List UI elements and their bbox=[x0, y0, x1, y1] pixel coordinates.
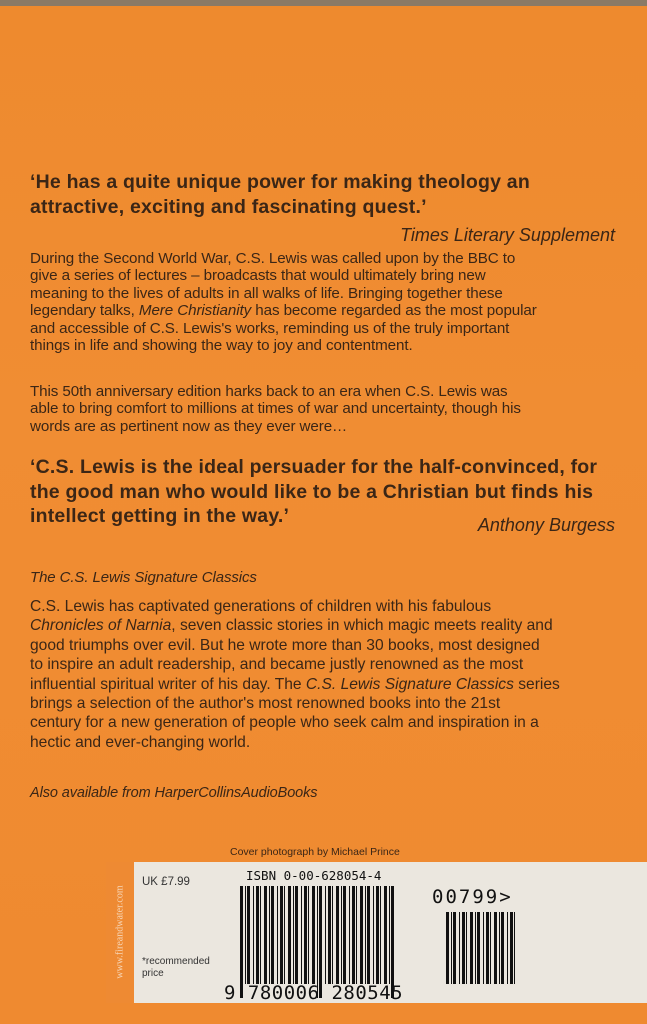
barcode-bar bbox=[284, 886, 285, 984]
barcode-bar bbox=[341, 886, 342, 984]
barcode-bar bbox=[295, 886, 298, 984]
barcode-bar bbox=[483, 912, 484, 984]
barcode-bar bbox=[336, 886, 339, 984]
barcode-bar bbox=[490, 912, 491, 984]
text-line: During the Second World War, C.S. Lewis was called upon by the BBC to bbox=[30, 250, 516, 267]
barcode-bar bbox=[514, 912, 515, 984]
barcode-bar bbox=[349, 886, 350, 984]
text-line: C.S. Lewis has captivated generations of children with his fabulous bbox=[30, 598, 492, 615]
barcode-bar bbox=[304, 886, 307, 984]
text-line: This 50th anniversary edition harks back to an era when C.S. Lewis was bbox=[30, 383, 508, 400]
text-line: to inspire an adult readership, and became justly renowned as the most bbox=[30, 656, 524, 674]
text-line: ‘He has a quite unique power for making theology an bbox=[30, 171, 530, 193]
barcode-bar bbox=[365, 886, 366, 984]
paragraph-anniversary bbox=[30, 383, 615, 435]
barcode-bar bbox=[462, 912, 465, 984]
barcode-bar bbox=[260, 886, 261, 984]
quote-times-source: Times Literary Supplement bbox=[400, 225, 615, 245]
barcode-bar bbox=[256, 886, 259, 984]
barcode-bar bbox=[312, 886, 315, 984]
text-line: give a series of lectures – broadcasts that would ultimately bring new bbox=[30, 267, 486, 285]
barcode-bar bbox=[470, 912, 473, 984]
barcode-bar bbox=[301, 886, 302, 984]
barcode-bar bbox=[494, 912, 497, 984]
series-title: The C.S. Lewis Signature Classics bbox=[30, 569, 257, 586]
text-line: influential spiritual writer of his day. The C.S. Lewis Signature Classics series bbox=[30, 675, 560, 693]
barcode-bar bbox=[343, 886, 346, 984]
text-line: Chronicles of Narnia, seven classic stories in which magic meets reality and bbox=[30, 617, 553, 635]
text-line: the good man who would like to be a Christian but finds his bbox=[30, 480, 594, 503]
barcode-bar bbox=[510, 912, 513, 984]
text-line: intellect getting in the way.’ bbox=[30, 505, 290, 527]
text-line: attractive, exciting and fascinating quest.’ bbox=[30, 196, 427, 218]
website-strip bbox=[106, 862, 134, 1003]
barcode-bar bbox=[288, 886, 291, 984]
text-line: brings a selection of the author's most renowned books into the 21st bbox=[30, 695, 501, 713]
barcode-bar bbox=[486, 912, 489, 984]
website-text: www.fireandwater.com bbox=[114, 885, 126, 979]
barcode-bar bbox=[352, 886, 355, 984]
barcode-bar bbox=[332, 886, 333, 984]
text-line: century for a new generation of people who seek calm and inspiration in a bbox=[30, 714, 539, 732]
text-line: things in life and showing the way to joy and contentment. bbox=[30, 337, 413, 355]
photo-edge bbox=[0, 0, 647, 6]
barcode-bar bbox=[380, 886, 381, 984]
barcode-bar bbox=[499, 912, 500, 984]
barcode-bar bbox=[507, 912, 508, 984]
barcode-bar bbox=[245, 886, 246, 984]
barcode-bar bbox=[451, 912, 452, 984]
barcode-bar bbox=[477, 912, 480, 984]
barcode-bar bbox=[277, 886, 278, 984]
barcode-bar bbox=[384, 886, 387, 984]
barcode-addon bbox=[444, 912, 520, 998]
barcode-bar bbox=[360, 886, 363, 984]
barcode-bar bbox=[501, 912, 504, 984]
audio-note: Also available from HarperCollinsAudioBooks bbox=[30, 785, 318, 801]
barcode-bar bbox=[264, 886, 267, 984]
text-line: good triumphs over evil. But he wrote more than 30 books, most designed bbox=[30, 636, 540, 654]
barcode-bar bbox=[376, 886, 379, 984]
addon-number: 00799> bbox=[432, 886, 513, 908]
barcode-bar bbox=[356, 886, 357, 984]
barcode-bar bbox=[280, 886, 283, 984]
text-line: and accessible of C.S. Lewis's works, reminding us of the truly important bbox=[30, 319, 510, 337]
barcode-bar bbox=[459, 912, 460, 984]
text-line: hectic and ever-changing world. bbox=[30, 733, 251, 751]
barcode-bar bbox=[247, 886, 250, 984]
barcode-bar bbox=[367, 886, 370, 984]
barcode-bar bbox=[373, 886, 374, 984]
quote-burgess-source: Anthony Burgess bbox=[477, 515, 615, 535]
barcode-bar bbox=[475, 912, 476, 984]
barcode-bar bbox=[293, 886, 294, 984]
barcode-bar bbox=[325, 886, 326, 984]
text-line: able to bring comfort to millions at times of war and uncertainty, though his bbox=[30, 400, 521, 418]
barcode-bar bbox=[253, 886, 254, 984]
text-line: words are as pertinent now as they ever were… bbox=[30, 417, 348, 435]
price: UK £7.99 bbox=[142, 876, 190, 888]
paragraph-series bbox=[30, 597, 615, 752]
quote-times bbox=[30, 170, 615, 220]
ean-number: 9 780006 280545 bbox=[224, 982, 404, 1004]
paragraph-intro bbox=[30, 250, 615, 354]
barcode-bar bbox=[466, 912, 467, 984]
text-line: legendary talks, Mere Christianity has become regarded as the most popular bbox=[30, 302, 537, 320]
barcode-bar bbox=[389, 886, 390, 984]
recommended-price-note: *recommended price bbox=[142, 956, 210, 979]
barcode-bar bbox=[453, 912, 456, 984]
barcode-bar bbox=[271, 886, 274, 984]
barcode-label bbox=[106, 862, 647, 1003]
barcode-bar bbox=[446, 912, 449, 984]
barcode-bar bbox=[308, 886, 309, 984]
text-line: ‘C.S. Lewis is the ideal persuader for the half-convinced, for bbox=[30, 456, 598, 478]
cover-credit: Cover photograph by Michael Prince bbox=[230, 846, 400, 858]
barcode-bar bbox=[328, 886, 331, 984]
barcode-bar bbox=[269, 886, 270, 984]
text-line: meaning to the lives of adults in all walks of life. Bringing together these bbox=[30, 284, 503, 302]
isbn: ISBN 0-00-628054-4 bbox=[246, 868, 382, 883]
